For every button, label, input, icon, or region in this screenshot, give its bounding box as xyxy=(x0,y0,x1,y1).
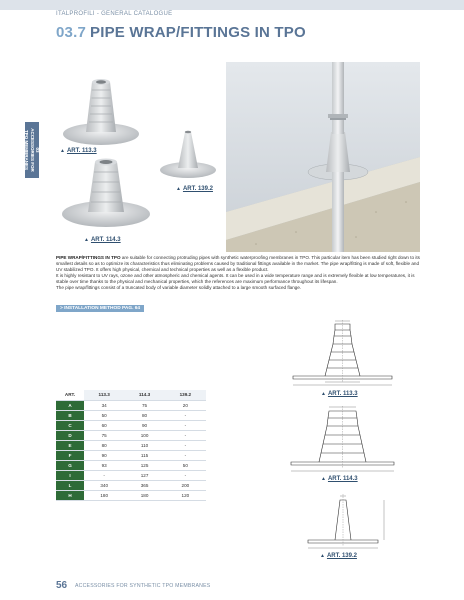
product-photo-area xyxy=(56,62,420,252)
header-band xyxy=(0,0,464,10)
footer-text: ACCESSORIES FOR SYNTHETIC TPO MEMBRANES xyxy=(75,583,211,589)
drawing-113-3 xyxy=(285,318,400,395)
drawing-114-3 xyxy=(285,402,400,482)
table-row: A 34 75 20 xyxy=(56,400,206,410)
product-114-3-image xyxy=(62,159,150,228)
section-title-text: PIPE WRAP/FITTINGS IN TPO xyxy=(90,24,306,41)
description-p2: It is highly resistant to UV rays, ozone and other atmospheric and chemical agents. It can be used in a wide temperature range and is extremely flexible at low temperatures, it is stable over time thanks to the physical and mechanical properties, which the references are maximum performance throughout its lifespan. xyxy=(56,273,415,285)
table-header-cell: 139.2 xyxy=(165,390,206,400)
side-tab-line2: TPO MEMBRANES xyxy=(24,129,30,171)
side-tab-label xyxy=(24,128,40,172)
art-139-2-label: ▲ ART. 139.2 xyxy=(176,186,213,192)
description-p1: PIPE WRAP/FITTINGS IN TPO are suitable for connecting protruding pipes with synthetic waterproofing membranes in TPO. This particular item has been studied right down to its smallest details so as to optimize its characteristics thus eliminating problems caused by traditional fittings available in the market. The pipe wrap/fitting is made of soft, flexible and UV stabilized TPO. It offers high physical, chemical and technical properties as well as a flexible product. xyxy=(56,255,420,273)
drawing-139-2-label: ▲ ART. 139.2 xyxy=(320,553,357,559)
drawing-113-3-image xyxy=(285,318,400,390)
description-lead: PIPE WRAP/FITTINGS IN TPO xyxy=(56,255,121,260)
table-row: H 180 180 120 xyxy=(56,490,206,500)
drawing-139-2 xyxy=(298,490,388,557)
section-number: 03.7 xyxy=(56,24,86,41)
table-row: I - 127 - xyxy=(56,470,206,480)
product-113-3-image xyxy=(63,79,139,145)
table-header-row xyxy=(56,390,206,400)
page-number: 56 xyxy=(56,580,68,591)
description-p3: The pipe wrap/fittings consist of a truncated body of variable diameter solidly attached to a large smooth surfaced flange. xyxy=(56,285,302,291)
catalogue-title: ITALPROFILI - GENERAL CATALOGUE xyxy=(56,11,173,17)
table-row: C 60 90 - xyxy=(56,420,206,430)
art-113-3-label: ▲ ART. 113.3 xyxy=(60,148,97,154)
table-header-cell: 114.3 xyxy=(124,390,164,400)
table-row: D 75 100 - xyxy=(56,430,206,440)
table-row: F 90 115 - xyxy=(56,450,206,460)
installation-photo xyxy=(226,62,420,252)
product-photos-image xyxy=(56,62,420,252)
table-header-cell: 113.3 xyxy=(84,390,124,400)
side-tab-number: 03 xyxy=(35,147,41,153)
table-row: E 80 110 - xyxy=(56,440,206,450)
table-row: G 93 125 50 xyxy=(56,460,206,470)
table-header-cell: ART. xyxy=(56,390,84,400)
drawing-113-3-label: ▲ ART. 113.3 xyxy=(321,391,358,397)
table-row: L 340 365 200 xyxy=(56,480,206,490)
side-tab-line1: ACCESSORIES FOR xyxy=(29,128,35,172)
drawing-139-2-image xyxy=(298,490,388,552)
art-114-3-label: ▲ ART. 114.3 xyxy=(84,237,121,243)
spec-table xyxy=(56,390,206,501)
drawing-114-3-label: ▲ ART. 114.3 xyxy=(321,476,358,482)
product-139-2-image xyxy=(160,131,216,178)
installation-method-link[interactable]: > INSTALLATION METHOD PAG. 64 xyxy=(56,305,144,312)
page-title xyxy=(56,24,306,41)
description xyxy=(56,255,420,292)
drawing-114-3-image xyxy=(285,402,400,474)
table-row: B 50 80 - xyxy=(56,410,206,420)
